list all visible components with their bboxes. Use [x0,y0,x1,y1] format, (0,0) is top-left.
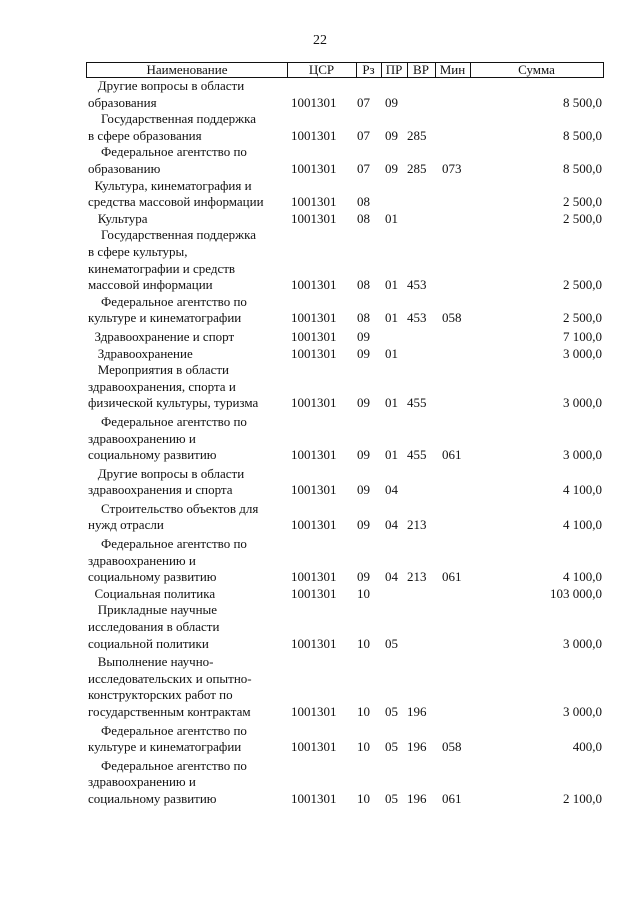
row-sum: 8 500,0 [563,160,602,176]
row-name: Федеральное агентство по здравоохранению и социальному развитию [88,536,247,585]
table-row [0,178,640,211]
row-rz: 08 [357,277,370,293]
row-name: Федеральное агентство по здравоохранению и социальному развитию [88,413,247,463]
table-row [0,536,640,586]
row-rz: 07 [357,160,370,176]
row-sum: 2 500,0 [563,210,602,226]
row-pr: 05 [385,739,398,755]
row-name: Прикладные научные исследования в области социальной политики [88,602,220,651]
row-pr: 05 [385,704,398,720]
row-pr: 09 [385,127,398,143]
row-rz: 09 [357,447,370,463]
row-sum: 8 500,0 [563,127,602,143]
row-vr: 196 [407,739,427,755]
row-vr: 455 [407,447,427,463]
row-name: Социальная политика [88,585,216,601]
row-name: Федеральное агентство по здравоохранению и социальному развитию [88,757,247,807]
row-csr: 1001301 [291,328,337,344]
table-row [0,211,640,228]
row-name: Государственная поддержка в сфере культуры, кинематографии и средств массовой информации [88,227,257,293]
row-rz: 10 [357,739,370,755]
row-csr: 1001301 [291,517,337,533]
table-row [0,466,640,499]
row-pr: 04 [385,569,398,585]
row-name: Другие вопросы в области здравоохранения и спорта [88,465,245,498]
row-sum: 400,0 [572,739,602,755]
table-row [0,294,640,327]
row-rz: 07 [357,127,370,143]
row-csr: 1001301 [291,585,337,601]
row-vr: 196 [407,791,427,807]
table-row [0,602,640,652]
row-min: 058 [442,739,462,755]
header-csr: ЦСР [308,62,335,77]
row-rz: 08 [357,210,370,226]
row-csr: 1001301 [291,447,337,463]
table-row [0,111,640,144]
header-rz: Рз [362,62,375,77]
row-name: Государственная поддержка в сфере образования [88,111,257,143]
row-sum: 3 000,0 [563,635,602,651]
row-name: Выполнение научно- исследовательских и опытно- конструкторских работ по государственным контрактам [88,654,252,720]
row-rz: 09 [357,517,370,533]
table-row [0,362,640,412]
row-pr: 01 [385,345,398,361]
row-sum: 7 100,0 [563,328,602,344]
row-rz: 10 [357,635,370,651]
header-min: Мин [439,62,466,77]
row-sum: 2 500,0 [563,277,602,293]
table-row [0,78,640,111]
row-sum: 3 000,0 [563,395,602,411]
row-pr: 01 [385,310,398,326]
table-row [0,346,640,363]
table-row [0,501,640,534]
row-vr: 453 [407,310,427,326]
row-rz: 09 [357,395,370,411]
row-csr: 1001301 [291,739,337,755]
row-sum: 2 500,0 [563,310,602,326]
row-name: Здравоохранение [88,345,193,361]
row-vr: 213 [407,517,427,533]
row-rz: 07 [357,94,370,110]
row-name: Строительство объектов для нужд отрасли [88,500,259,533]
row-pr: 04 [385,517,398,533]
row-rz: 08 [357,310,370,326]
row-min: 073 [442,160,462,176]
row-name: Культура [88,210,148,226]
header-name: Наименование [146,62,228,77]
row-pr: 01 [385,395,398,411]
row-vr: 213 [407,569,427,585]
row-csr: 1001301 [291,791,337,807]
row-min: 061 [442,447,462,463]
row-sum: 4 100,0 [563,569,602,585]
row-vr: 453 [407,277,427,293]
table-row [0,144,640,177]
row-vr: 285 [407,127,427,143]
row-csr: 1001301 [291,704,337,720]
table-row [0,329,640,346]
row-sum: 8 500,0 [563,94,602,110]
row-csr: 1001301 [291,277,337,293]
header-sum: Сумма [518,62,555,77]
row-vr: 455 [407,395,427,411]
table-header [86,62,604,78]
row-rz: 10 [357,585,370,601]
row-sum: 4 100,0 [563,517,602,533]
row-rz: 09 [357,569,370,585]
row-csr: 1001301 [291,569,337,585]
row-csr: 1001301 [291,94,337,110]
row-csr: 1001301 [291,395,337,411]
row-min: 061 [442,569,462,585]
row-name: Мероприятия в области здравоохранения, спорта и физической культуры, туризма [88,362,259,411]
row-min: 058 [442,310,462,326]
row-pr: 05 [385,791,398,807]
row-csr: 1001301 [291,345,337,361]
row-name: Другие вопросы в области образования [88,78,245,110]
row-rz: 09 [357,328,370,344]
row-sum: 3 000,0 [563,447,602,463]
row-csr: 1001301 [291,160,337,176]
row-pr: 05 [385,635,398,651]
row-rz: 09 [357,345,370,361]
row-sum: 3 000,0 [563,704,602,720]
table-row [0,227,640,293]
table-body [0,78,640,808]
row-csr: 1001301 [291,127,337,143]
row-sum: 103 000,0 [550,585,602,601]
header-pr: ПР [385,62,403,77]
row-rz: 09 [357,482,370,498]
row-csr: 1001301 [291,194,337,210]
table-row [0,586,640,603]
row-name: Федеральное агентство по образованию [88,144,247,176]
row-name: Федеральное агентство по культуре и кинематографии [88,293,247,326]
header-vr: ВР [413,62,429,77]
row-pr: 01 [385,210,398,226]
row-pr: 04 [385,482,398,498]
row-min: 061 [442,791,462,807]
row-csr: 1001301 [291,310,337,326]
row-name: Культура, кинематография и средства массовой информации [88,177,264,210]
row-rz: 08 [357,194,370,210]
row-pr: 01 [385,277,398,293]
row-rz: 10 [357,791,370,807]
row-pr: 09 [385,94,398,110]
row-sum: 3 000,0 [563,345,602,361]
table-row [0,654,640,720]
row-sum: 2 100,0 [563,791,602,807]
row-csr: 1001301 [291,210,337,226]
row-vr: 285 [407,160,427,176]
row-name: Федеральное агентство по культуре и кинематографии [88,722,247,755]
page-number: 22 [313,33,327,48]
row-pr: 01 [385,447,398,463]
row-vr: 196 [407,704,427,720]
table-row [0,758,640,808]
table-row [0,414,640,464]
row-pr: 09 [385,160,398,176]
row-sum: 2 500,0 [563,194,602,210]
table-row [0,723,640,756]
row-sum: 4 100,0 [563,482,602,498]
row-rz: 10 [357,704,370,720]
row-csr: 1001301 [291,482,337,498]
row-csr: 1001301 [291,635,337,651]
row-name: Здравоохранение и спорт [88,328,235,344]
